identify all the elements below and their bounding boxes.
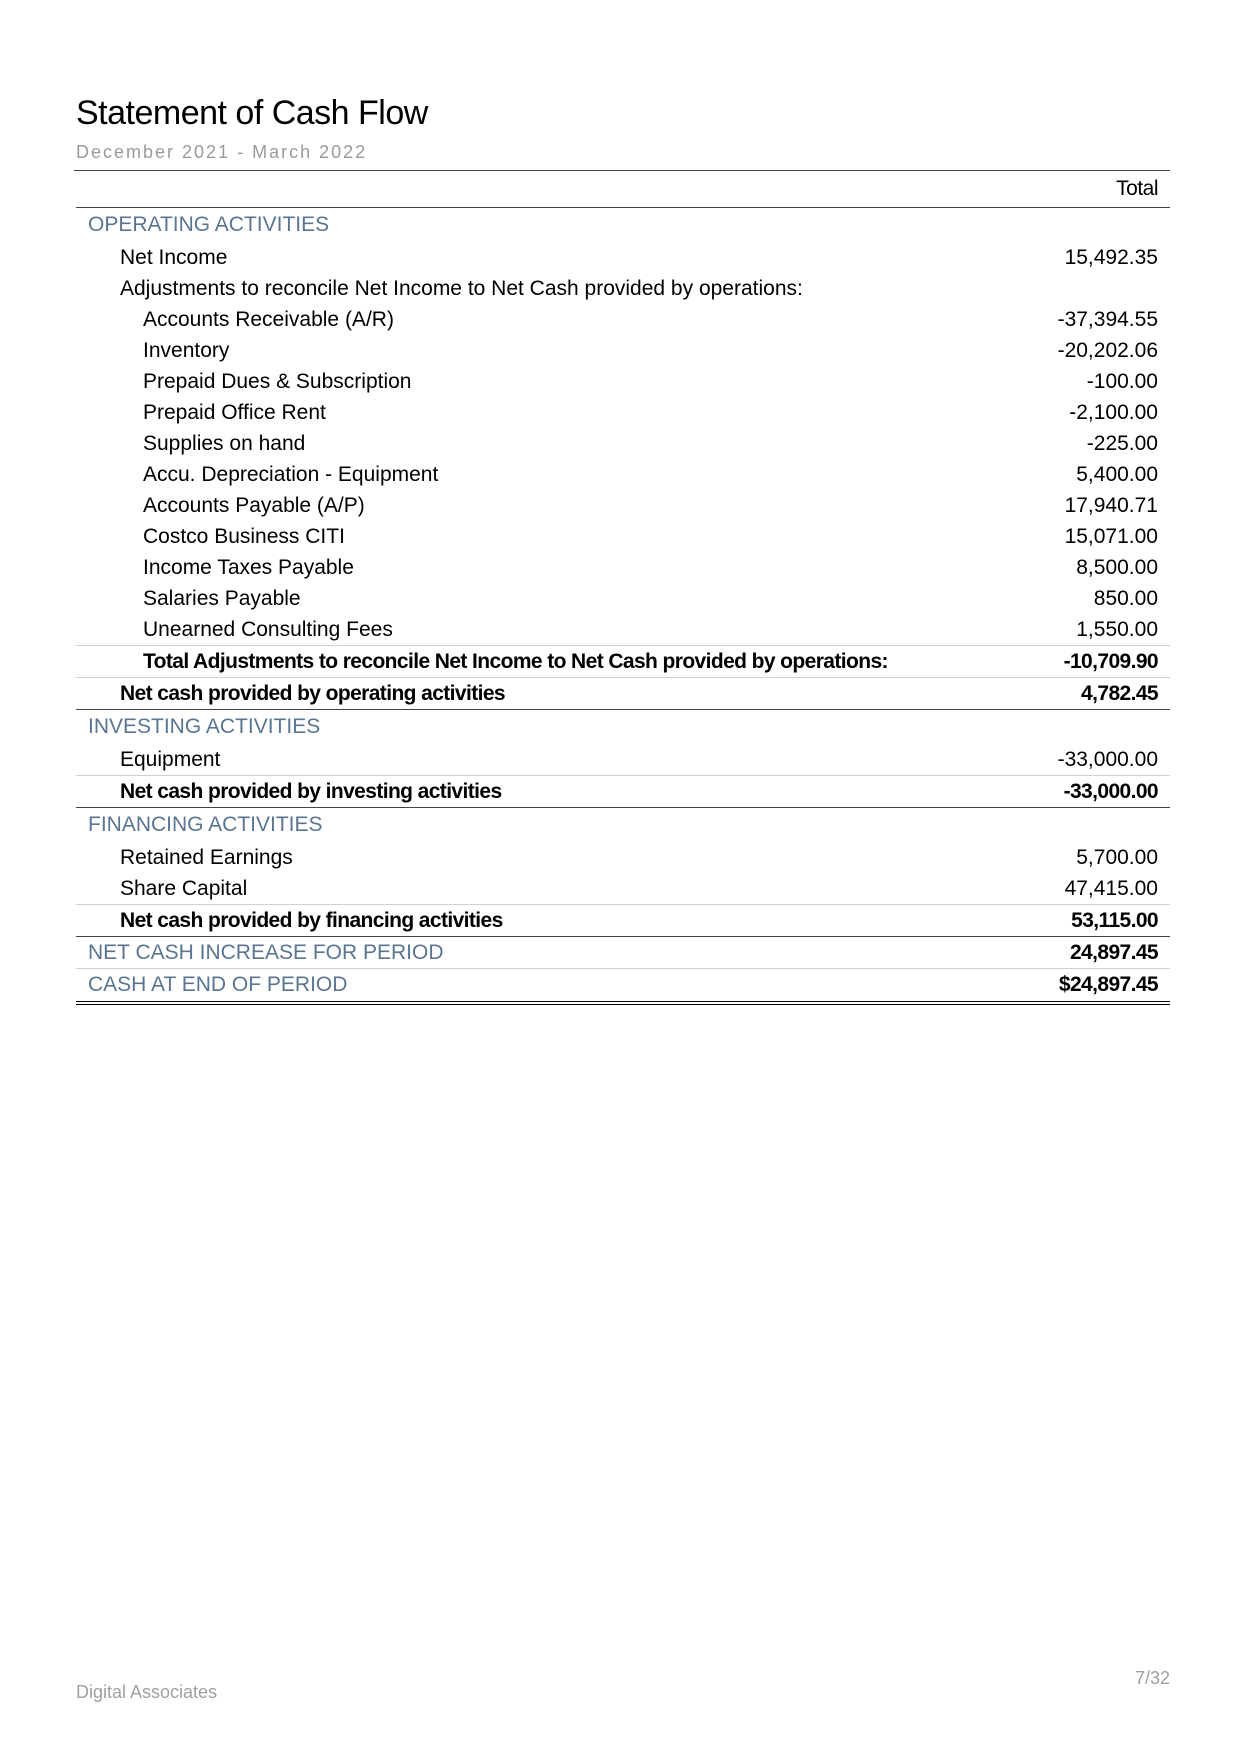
row-amount: 47,415.00 — [1064, 876, 1158, 900]
table-row — [76, 490, 1170, 521]
row-amount: -37,394.55 — [1057, 307, 1158, 331]
table-row — [76, 366, 1170, 397]
row-amount: -2,100.00 — [1069, 400, 1158, 424]
total-row-investing — [76, 776, 1170, 808]
row-label: Unearned Consulting Fees — [143, 617, 393, 641]
table-row — [76, 873, 1170, 905]
row-label: Salaries Payable — [143, 586, 301, 610]
table-row-adjustments-heading — [76, 273, 1170, 304]
section-label: OPERATING ACTIVITIES — [88, 213, 330, 236]
row-amount: 53,115.00 — [1037, 905, 1170, 937]
row-label: Net cash provided by financing activities — [76, 905, 1037, 937]
row-amount: -225.00 — [1086, 431, 1158, 455]
row-amount: -33,000.00 — [1037, 776, 1170, 808]
row-amount: 24,897.45 — [1069, 940, 1158, 964]
table-row — [76, 428, 1170, 459]
table-row — [76, 583, 1170, 614]
row-label: Net Income — [120, 245, 228, 269]
row-label: NET CASH INCREASE FOR PERIOD — [88, 940, 444, 964]
table-row — [76, 842, 1170, 873]
row-amount: -10,709.90 — [1037, 646, 1170, 678]
row-amount: 5,400.00 — [1076, 462, 1158, 486]
row-label: Income Taxes Payable — [143, 555, 354, 579]
row-label: Net cash provided by operating activities — [76, 678, 1037, 710]
row-amount: 5,700.00 — [1076, 845, 1158, 869]
table-row — [76, 552, 1170, 583]
row-label: Inventory — [143, 338, 230, 362]
row-amount: 850.00 — [1093, 586, 1158, 610]
row-amount: -100.00 — [1086, 369, 1158, 393]
table-row — [76, 397, 1170, 428]
row-label: Accounts Receivable (A/R) — [143, 307, 394, 331]
row-label: Costco Business CITI — [143, 524, 345, 548]
row-amount: -20,202.06 — [1057, 338, 1158, 362]
section-label: FINANCING ACTIVITIES — [88, 813, 323, 836]
row-amount: 15,492.35 — [1064, 245, 1158, 269]
section-heading-investing — [76, 710, 1170, 745]
table-row-net-income — [76, 242, 1170, 273]
row-label: Net cash provided by investing activities — [76, 776, 1037, 808]
cash-flow-table — [76, 171, 1170, 1005]
table-row — [76, 614, 1170, 646]
row-label: Total Adjustments to reconcile Net Income to Net Cash provided by operations: — [76, 646, 1037, 678]
row-amount: -33,000.00 — [1057, 747, 1158, 771]
row-label: Share Capital — [120, 876, 248, 900]
table-row — [76, 304, 1170, 335]
column-header-total: Total — [1037, 171, 1170, 208]
table-row — [76, 335, 1170, 366]
report-period: December 2021 - March 2022 — [76, 142, 368, 162]
row-label: Prepaid Office Rent — [143, 400, 326, 424]
table-row — [76, 521, 1170, 552]
page-title: Statement of Cash Flow — [76, 94, 428, 132]
total-row-financing — [76, 905, 1170, 937]
row-label: Prepaid Dues & Subscription — [143, 369, 412, 393]
footer-page-number: 7/32 — [1134, 1668, 1170, 1688]
row-amount: 8,500.00 — [1076, 555, 1158, 579]
row-label: Retained Earnings — [120, 845, 293, 869]
summary-row-net-increase — [76, 937, 1170, 969]
section-heading-financing — [76, 808, 1170, 843]
row-amount: 1,550.00 — [1076, 617, 1158, 641]
row-amount: $24,897.45 — [1037, 969, 1170, 1004]
footer-company: Digital Associates — [76, 1682, 218, 1702]
row-label: Adjustments to reconcile Net Income to Net Cash provided by operations: — [120, 276, 803, 300]
total-row-adjustments — [76, 646, 1170, 678]
table-row — [76, 744, 1170, 776]
row-label: Accu. Depreciation - Equipment — [143, 462, 439, 486]
row-label: Supplies on hand — [143, 431, 306, 455]
table-row — [76, 459, 1170, 490]
row-amount: 4,782.45 — [1037, 678, 1170, 710]
total-row-operating — [76, 678, 1170, 710]
row-label: Equipment — [120, 747, 221, 771]
row-amount: 15,071.00 — [1064, 524, 1158, 548]
section-heading-operating — [76, 208, 1170, 243]
section-label: INVESTING ACTIVITIES — [88, 715, 321, 738]
summary-row-cash-end — [76, 969, 1170, 1004]
row-label: Accounts Payable (A/P) — [143, 493, 365, 517]
column-header-row — [76, 171, 1170, 208]
row-amount: 17,940.71 — [1064, 493, 1158, 517]
row-label: CASH AT END OF PERIOD — [76, 969, 1037, 1004]
